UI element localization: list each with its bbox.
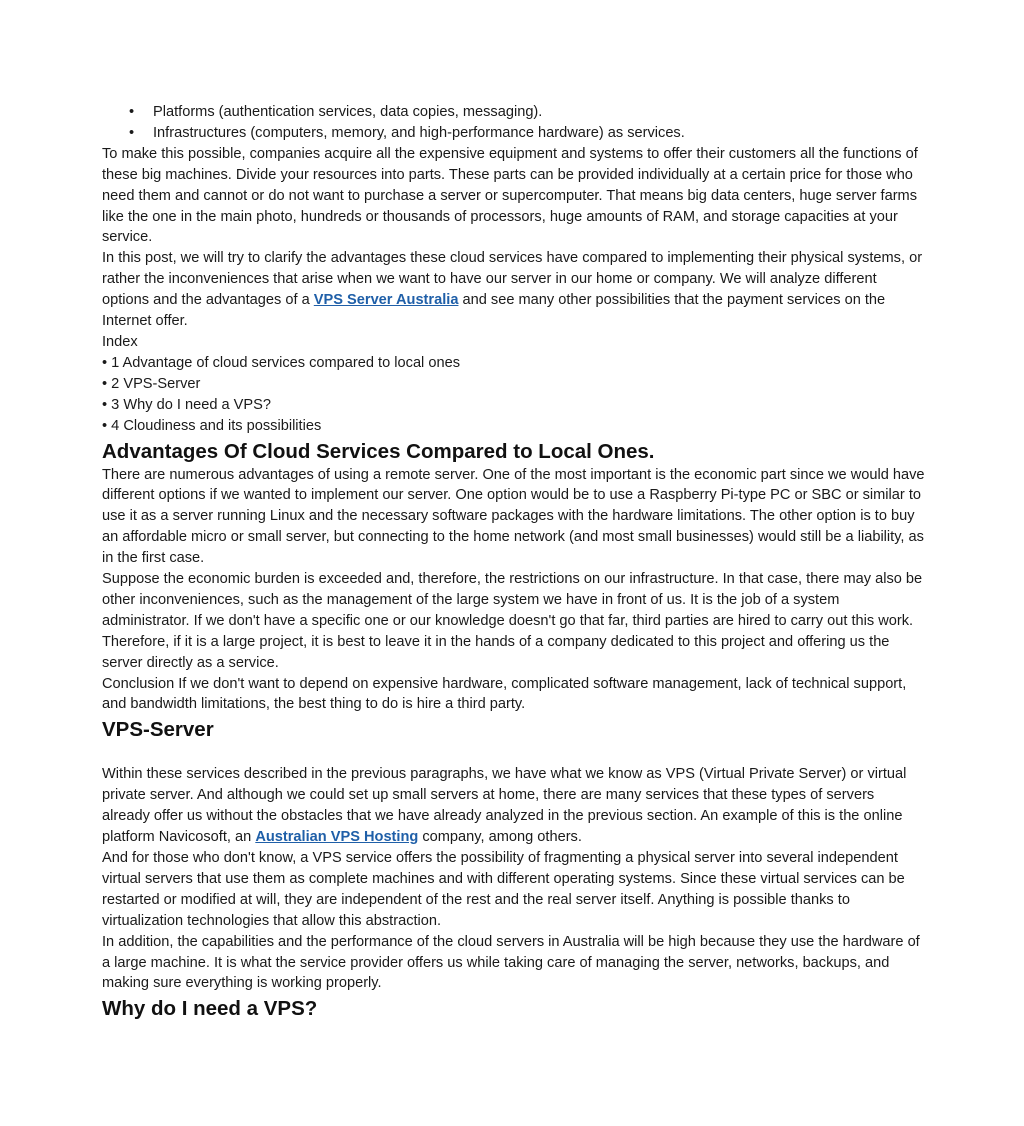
post-text-before: In this post, we will try to clarify the advantages these cloud services have compared to implementing their physical systems, or rather the inconveniences that arise when we want to have our server in our home or company. We will analyze different options and the advantages of a <box>102 250 923 309</box>
list-item-text: Infrastructures (computers, memory, and high-performance hardware) as services. <box>153 124 685 141</box>
list-item-text: Platforms (authentication services, data copies, messaging). <box>153 104 543 120</box>
vps-paragraph-1 <box>102 764 926 848</box>
vps-text-before: Within these services described in the previous paragraphs, we have what we know as VPS (Virtual Private Server) or virtual private server. And although we could set up small servers at home, there are many services that these types of servers already offer us without the obstacles that we have already analyzed in the previous section. An example of this is the online platform Navicosoft, an <box>102 766 907 846</box>
list-item <box>102 123 926 144</box>
index-item-3: • 3 Why do I need a VPS? <box>102 396 271 413</box>
advantages-paragraph-1: There are numerous advantages of using a remote server. One of the most important is the economic part since we would have different options if we wanted to implement our server. One option would be to use a Raspberry Pi-type PC or SBC or similar to use it as a server running Linux and the necessary software packages with the hardware limitations. The other option is to buy an affordable micro or small server, but connecting to the home network (and most small businesses) would still be a liability, as in the first case. <box>102 466 925 567</box>
vps-server-australia-link[interactable]: VPS Server Australia <box>313 292 459 309</box>
vps-text-after: company, among others. <box>418 829 582 846</box>
list-item <box>102 102 926 123</box>
intro-paragraph: To make this possible, companies acquire all the expensive equipment and systems to offer their customers all the functions of these big machines. Divide your resources into parts. These parts can be provided individually at a certain price for those who need them and cannot or do not want to purchase a server or supercomputer. That means big data centers, huge server farms like the one in the main photo, hundreds or thousands of processors, huge amounts of RAM, and storage capacities at your service. <box>102 145 918 246</box>
service-list <box>102 102 926 144</box>
vps-paragraph-2: And for those who don't know, a VPS service offers the possibility of fragmenting a physical server into several independent virtual servers that use them as complete machines and with different operating systems. Since these virtual services can be restarted or modified at will, they are independent of the rest and the real server itself. Anything is possible thanks to virtualization technologies that allow this abstraction. <box>102 850 905 929</box>
heading-vps-server: VPS-Server <box>102 718 214 742</box>
bullet-icon: • <box>129 124 135 141</box>
index-title: Index <box>102 333 138 350</box>
post-paragraph <box>102 248 926 332</box>
australian-vps-hosting-link[interactable]: Australian VPS Hosting <box>255 829 419 846</box>
bullet-icon: • <box>129 104 135 120</box>
advantages-paragraph-2: Suppose the economic burden is exceeded and, therefore, the restrictions on our infrastructure. In that case, there may also be other inconveniences, such as the management of the large system we have in front of us. It is the job of a system administrator. If we don't have a specific one or our knowledge doesn't go that far, third parties are hired to carry out this work. Therefore, if it is a large project, it is best to leave it in the hands of a company dedicated to this project and offering us the server directly as a service. <box>102 571 923 671</box>
heading-advantages: Advantages Of Cloud Services Compared to Local Ones. <box>102 439 655 463</box>
conclusion-paragraph: Conclusion If we don't want to depend on expensive hardware, complicated software management, lack of technical support, and bandwidth limitations, the best thing to do is hire a third party. <box>102 675 907 713</box>
vps-paragraph-3: In addition, the capabilities and the performance of the cloud servers in Australia will be high because they use the hardware of a large machine. It is what the service provider offers us while taking care of managing the server, networks, backups, and making sure everything is working properly. <box>102 933 920 992</box>
document-page <box>102 102 926 1022</box>
index-item-2: • 2 VPS-Server <box>102 375 201 392</box>
heading-why-vps: Why do I need a VPS? <box>102 997 318 1021</box>
index-item-4: • 4 Cloudiness and its possibilities <box>102 417 322 434</box>
index-item-1: • 1 Advantage of cloud services compared to local ones <box>102 354 461 371</box>
post-text-after: and see many other possibilities that the payment services on the Internet offer. <box>102 292 886 330</box>
